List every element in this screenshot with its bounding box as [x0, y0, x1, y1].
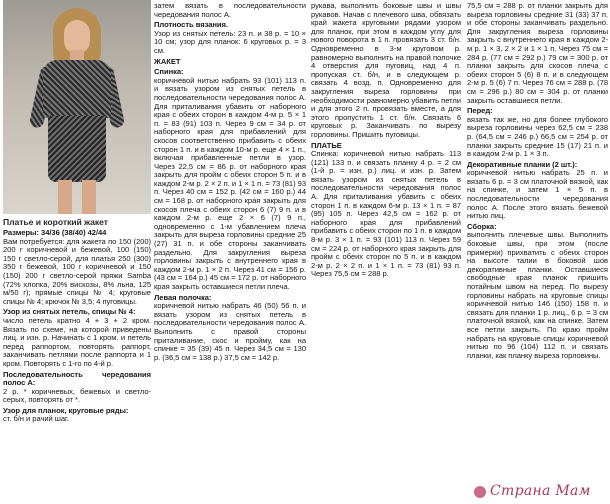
model-photo [3, 0, 151, 214]
front-title: Перед: [467, 106, 493, 116]
pattern-text: число петель кратно 4 + 3 + 2 кром. Вязать по схеме, на которой приведены лиц. и изн. р. Начинать с 1 кром. и петель перед раппортом, повторять раппорт, заканчивать петлями после раппорта и 1 кром. Повторять с 1-го по 4-й р. [3, 315, 151, 368]
planks-title: Декоративные планки (2 шт.): [467, 159, 578, 169]
edge-text: ст. б/н и рачий шаг. [3, 414, 69, 424]
density-title: Плотность вязания. [154, 20, 228, 30]
edge-title: Узор для планок, круговые ряды: [3, 405, 129, 415]
col4-intro: 75,5 см = 288 р. от планки закрыть для выреза горловины средние 31 (33) 37 п. и обе стороны заканчивать раздельно. Для закругления выреза горловины закрыть с внутреннего края в каждом 2-м р. 1 × 3, 2 × 2 и 1 × 1 п. Через 75 см = 284 р. (77 см = 292 р.) 79 см = 300 р. от планки закрыть для скосов плеча с обеих сторон 5 (6) 8 п. и в следующем 2-м р. 5 (6) 7 п. Через 76 см = 288 р. (78 см = 296 р.) 80 см = 304 р. от планки закрыть оставшиеся петли. [467, 2, 608, 105]
back-text: коричневой нитью набрать 93 (101) 113 п. и вязать узором из снятых петель в последовательности чередования полос А. Для приталивания убавить от наборного края с обеих сторон в каждом 4-м р. 5 × 1 п. = 83 (91) 103 п. Через 9 см = 34 р. от наборного края для прибавлений для скосов соответственно прибавить с обеих сторон 1 п. и в каждом 10-м р. еще 4 × 1 п., включая прибавленные петли в узор. Через 22,5 см = 86 р. от наборного края закрыть для пройм с обеих сторон 5 п. и в каждом 2-м р. 2 × 2 п. и 1 × 1 п. = 73 (81) 93 п. Через 40 см = 152 р. (42 см = 160 р.) 44 см = 168 р. от наборного края закрыть для скосов плеча с обеих сторон 6 (7) 9 п. и в каждом 2-м р. еще 2 × 6 (7) 9 п., одновременно с 1-м убавлением плеча закрыть для выреза горловины средние 25 (27) 31 п. и обе стороны заканчивать раздельно. Для закругления выреза горловины закрыть с внутреннего края в каждом 2-м р. 1 × 2 п. Через 41 см = 156 р. (43 см = 164 р.) 45 см = 172 р. от наборного края закрыть оставшиеся петли плеча. [154, 75, 306, 291]
assembly-title: Сборка: [467, 221, 497, 231]
pattern-title: Узор из снятых петель, спицы № 4: [3, 307, 136, 317]
density-text: Узор из снятых петель: 23 п. и 38 р. = 10 × 10 см; узор для планок: 6 круговых р. = 3 см. [154, 28, 306, 55]
materials: Вам потребуется: для жакета по 150 (200) 200 г коричневой и бежевой, 100 (150) 150 г светло-серой, для платья 250 (300) 350 г бежевой, 100 г коричневой и 150 (150) 200 г светло-серой пряжи Samba (72% хлопка, 20% вискозы, 8% льна, 125 м/50 г); прямые спицы № 4; круговые спицы № 4; крючок № 3,5; 4 пуговицы. [3, 236, 151, 306]
jacket-title: ЖАКЕТ [154, 56, 181, 66]
watermark-icon [474, 486, 486, 498]
column-4 [467, 2, 608, 504]
column-3 [311, 2, 461, 504]
article-title: Платье и короткий жакет [3, 217, 108, 227]
col2-intro: затем вязать в последовательности чередования полос А. [154, 2, 306, 19]
column-2 [154, 2, 306, 504]
left-front-text: коричневой нитью набрать 46 (50) 56 п. и вязать узором из снятых петель в последовательности чередования полос А. Выполнить с правой стороны приталивание, скос и пройму, как на спинке = 35 (39) 45 п. Через 34,5 см = 130 р. (36,5 см = 138 р.) 37,5 см = 142 р. [154, 301, 306, 362]
back-title: Спинка: [154, 67, 184, 77]
dress-title: ПЛАТЬЕ [311, 140, 342, 150]
stripes-text: 2 р. * коричневых, бежевых и светло-серых, повторять от *. [3, 386, 151, 405]
left-front-title: Левая полочка: [154, 292, 212, 302]
assembly-text: выполнить плечевые швы. Выполнить боковые швы, при этом (после примерки) прихватить с обеих сторон на высоте талии в боковой шов декоративные планки. Оставшиеся свободные края планок пришить потайным швом на перед. По вырезу горловины набрать на круговые спицы коричневой нитью 146 (150) 158 п. и связать для планки 1 р. лиц., 6 р. = 3 см платочной вязкой, как на спинке. Затем все петли закрыть. По краю пройм набрать на круговые спицы коричневой нитью по 96 (104) 112 п. и связать планки, как планку выреза горловины. [467, 230, 608, 360]
col3-intro: рукава, выполнить боковые швы и швы рукавов. Начав с плечевого шва, обвязать край жакета круговыми рядами узором для планок, при этом в каждом углу для нового поворота в 1 п. провязать 3 ст. б/н. Одновременно в 3-м круговом р. равномерно выполнить на правой полочке 4 отверстия для пуговиц, над 4 п. пропуская ст. б/н, и в следующем р. связать 4 возд. п. Одновременно для закругления выреза горловины при необходимости равномерно убавить петли и для этого 2 п. провязать вместе, а для этого пропустить 1 ст. б/н. Связать 6 круговых р. Заканчивать по вырезу горловины. Пришить пуговицы. [311, 2, 461, 139]
front-text: вязать так же, но для более глубокого выреза горловины через 62,5 см = 238 р. (64,5 см = 246 р.) 66,5 см = 254 р. от планки закрыть средние 15 (17) 21 п. и в каждом 2-м р. 1 × 3 п. [467, 114, 608, 159]
column-1 [3, 0, 151, 504]
planks-text: коричневой нитью набрать 25 п. и вязать 6 р. = 3 см платочной вязкой, как на спинке, и затем 1 × 5 п. в последовательности чередования полос А. После этого вязать бежевой нитью лиц. [467, 168, 608, 221]
stripes-title: Последовательность чередования полос А: [3, 369, 151, 388]
dress-text: Спинка: коричневой нитью набрать 113 (121) 133 п. и связать планку 4 р. = 2 см (1-й р. = изн. р.) лиц. и изн. р. Затем вязать узором из снятых петель в последовательности чередования полос А. Для приталивания убавить с обеих сторон 1 п. в каждом 6-м р. 13 × 1 п. = 87 (95) 105 п. Через 42,5 см = 162 р. от наборного края для прибавлений прибавить с обеих сторон по 1 п. в каждом 8-м р. 3 × 1 п. = 93 (101) 113 п. Через 59 см = 224 р. от наборного края закрыть для пройм с обеих сторон по 5 п. и в каждом 2-м р. 2 × 2 п. и 1 × 1 п. = 73 (81) 93 п. Через 75,5 см = 288 р. [311, 149, 461, 279]
watermark-logo: Страна Мам [490, 483, 591, 499]
sizes: Размеры: 34/36 (38/40) 42/44 [3, 228, 107, 237]
